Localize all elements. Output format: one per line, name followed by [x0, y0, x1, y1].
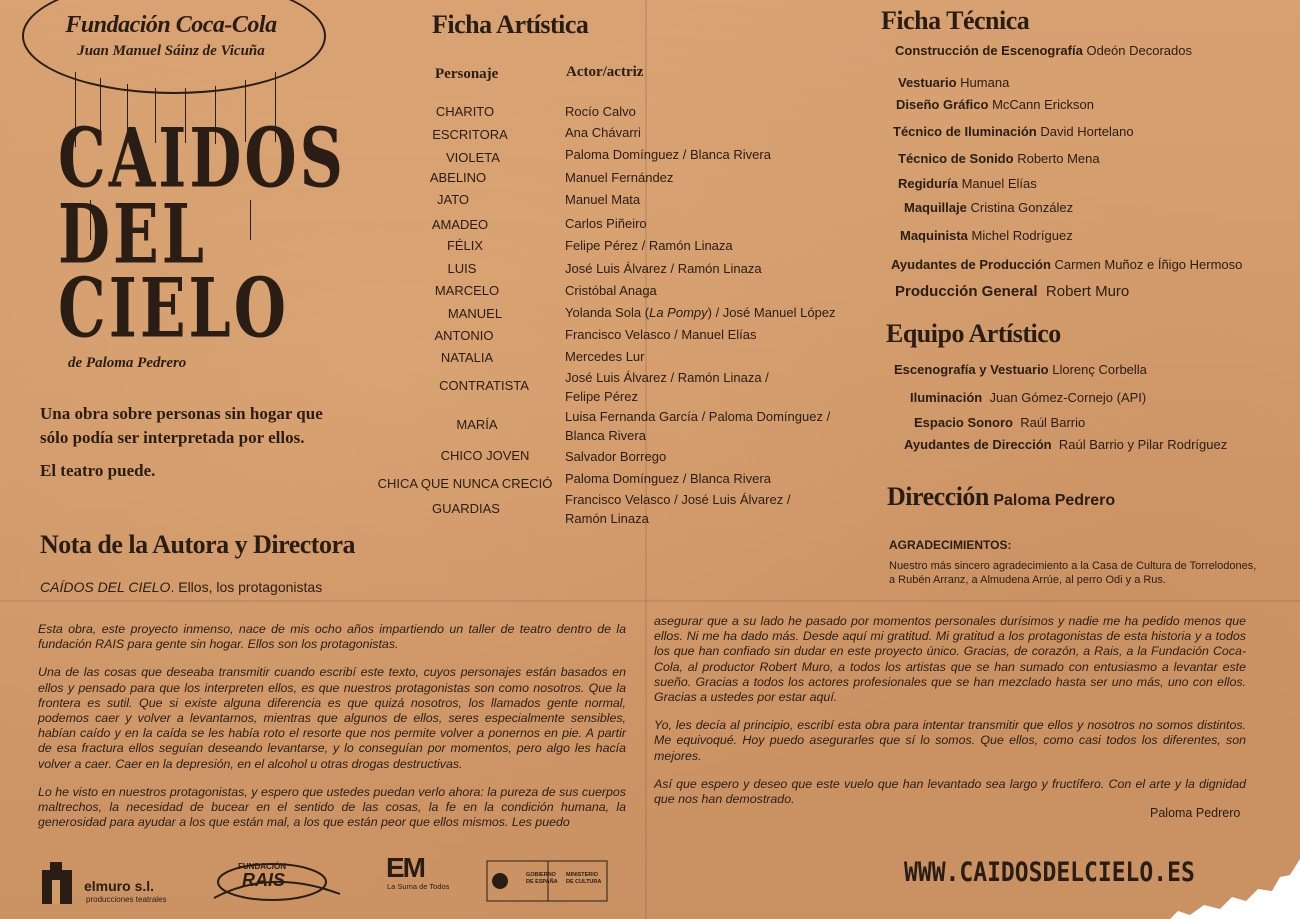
gobierno-text: GOBIERNO DE ESPAÑA	[526, 872, 558, 885]
tech-value: McCann Erickson	[992, 97, 1094, 112]
equipo-artistico-heading: Equipo Artístico	[886, 319, 1061, 348]
equipo-label: Escenografía y Vestuario	[894, 362, 1049, 377]
tech-label: Ayudantes de Producción	[891, 257, 1051, 272]
foundation-name: Fundación Coca-Cola	[65, 12, 277, 38]
nota-paragraph: Esta obra, este proyecto inmenso, nace de mis ocho años impartiendo un taller de teatro dentro de la fundación RAIS para gente sin hogar. Ellos son los protagonistas.	[38, 622, 626, 652]
tech-value: David Hortelano	[1040, 124, 1134, 139]
tech-row	[898, 151, 1100, 166]
direccion-heading: Dirección	[887, 482, 989, 511]
nota-left-column	[38, 622, 626, 843]
equipo-row	[914, 415, 1085, 430]
tech-value: Carmen Muñoz e Íñigo Hermoso	[1054, 257, 1243, 272]
cast-actor: Paloma Domínguez / Blanca Rivera	[565, 147, 771, 162]
foundation-person: Juan Manuel Sáinz de Vicuña	[77, 43, 265, 59]
nota-subtitle-title: CAÍDOS DEL CIELO	[40, 579, 171, 595]
play-slogan: El teatro puede.	[40, 461, 156, 480]
equipo-value: Llorenç Corbella	[1052, 362, 1147, 377]
rais-name: RAIS	[242, 870, 286, 890]
cast-role: FÉLIX	[446, 238, 484, 253]
cast-role: AMADEO	[431, 217, 489, 232]
play-byline: de Paloma Pedrero	[68, 355, 187, 371]
em-logo: EM	[386, 852, 424, 883]
cast-actor: Carlos Piñeiro	[565, 216, 647, 231]
tech-label: Vestuario	[898, 75, 957, 90]
ficha-tecnica-heading: Ficha Técnica	[881, 6, 1030, 35]
direccion-name: Paloma Pedrero	[993, 492, 1116, 509]
nota-paragraph: Una de las cosas que deseaba transmitir cuando escribí este texto, cuyos personajes están basados en ellos y pensado para que los interpreten ellos, es que nuestros protagonistas son como nosotros. Que la frontera es sutil. Que si existe alguna diferencia es que quizá nosotros, los llamados gente normal, podemos caer y volver a levantarnos, mientras que algunos de ellos, seres especialmente sensibles, habían caído y en la caída se les había roto el resorte que nos permite volver a ponernos en pie. A partir de esa fractura ellos seguían deseando levantarse, y lo conseguían por momentos, pero algo les hacía volver a caer. Caer en la depresión, en el alcohol u otras drogas destructivas.	[38, 665, 626, 771]
cast-role: CHARITO	[435, 104, 495, 119]
tech-label: Técnico de Iluminación	[893, 124, 1037, 139]
cast-actor: Francisco Velasco / José Luis Álvarez / Ramón Linaza	[565, 492, 791, 526]
nota-paragraph: Así que espero y deseo que este vuelo que han levantado sea largo y fructífero. Con el arte y la dignidad que nos han demostrado.	[654, 776, 1246, 807]
elmuro-logo-icon	[38, 860, 80, 906]
tech-value: Humana	[960, 75, 1010, 90]
tech-label: Diseño Gráfico	[896, 97, 989, 112]
rais-top: FUNDACIÓN	[238, 862, 286, 871]
cast-role: VIOLETA	[446, 150, 500, 165]
cast-role: GUARDIAS	[432, 501, 500, 516]
ministerio-text: MINISTERIO DE CULTURA	[566, 872, 602, 885]
cast-role: ESCRITORA	[432, 127, 508, 142]
actor-part-b: ) / José Manuel López	[707, 305, 836, 320]
actor-part-a: Yolanda Sola (	[565, 305, 650, 320]
play-title-line-3: CIELO	[58, 262, 290, 357]
play-tagline: Una obra sobre personas sin hogar que sólo podía ser interpretada por ellos.	[40, 404, 323, 447]
cast-actor: José Luis Álvarez / Ramón Linaza / Felipe Pérez	[565, 370, 769, 404]
actor-part-italic: La Pompy	[649, 305, 708, 320]
nota-signature: Paloma Pedrero	[1150, 806, 1241, 820]
nota-paragraph: asegurar que a su lado he pasado por momentos personales durísimos y nadie me ha pedido menos que ellos. Ni me ha dado más. Desde aquí mi gratitud. Mi gratitud a los protagonistas de esta historia y a todos los que han confiado sin dudar en este proyecto único. Gracias, de corazón, a Rais, a la Fundación Coca-Cola, al productor Robert Muro, a todos los artistas que se han sumado con entusiasmo a levantar este sueño. Gracias a todos los actores profesionales que se han mezclado hasta ser uno más, uno con ellos. Gracias a ustedes por estar aquí.	[654, 614, 1246, 705]
cast-actor: Manuel Fernández	[565, 170, 674, 185]
elmuro-name: elmuro s.l.	[84, 878, 155, 894]
elmuro-subtitle: producciones teatrales	[86, 895, 167, 904]
agradecimientos-heading: AGRADECIMIENTOS:	[889, 538, 1012, 552]
tech-label: Maquinista	[900, 228, 968, 243]
cast-actor-manuel	[565, 303, 855, 322]
cast-role: ABELINO	[429, 170, 487, 185]
cast-actor: Salvador Borrego	[565, 449, 667, 464]
equipo-row	[894, 362, 1147, 377]
nota-right-column	[654, 614, 1246, 820]
cast-actor: Francisco Velasco / Manuel Elías	[565, 327, 757, 342]
tech-row	[891, 257, 1242, 272]
equipo-label: Ayudantes de Dirección	[904, 437, 1052, 452]
tech-label: Construcción de Escenografía	[895, 43, 1083, 58]
equipo-value: Juan Gómez-Cornejo (API)	[989, 390, 1147, 405]
play-title-line-2: DEL	[58, 188, 207, 283]
nota-subtitle	[40, 579, 322, 595]
cast-role: LUIS	[447, 261, 477, 276]
tech-value: Roberto Mena	[1017, 151, 1100, 166]
nota-subtitle-rest: . Ellos, los protagonistas	[170, 579, 323, 595]
col-head-actor: Actor/actriz	[566, 64, 644, 80]
cast-role: MARÍA	[456, 417, 498, 432]
equipo-value: Raúl Barrio y Pilar Rodríguez	[1058, 437, 1228, 452]
tech-row	[896, 97, 1094, 112]
tech-row	[898, 176, 1037, 191]
cast-actor: Paloma Domínguez / Blanca Rivera	[565, 471, 771, 486]
tech-value: Michel Rodríguez	[971, 228, 1073, 243]
cast-actor: Rocío Calvo	[565, 104, 636, 119]
equipo-value: Raúl Barrio	[1020, 415, 1086, 430]
tech-row	[904, 200, 1073, 215]
cast-role: CHICA QUE NUNCA CRECIÓ	[377, 476, 553, 491]
cast-actor: Luisa Fernanda García / Paloma Domínguez / Blanca Rivera	[565, 409, 831, 443]
cast-actor: Manuel Mata	[565, 192, 641, 207]
nota-heading: Nota de la Autora y Directora	[40, 530, 356, 559]
cast-actor: Mercedes Lur	[565, 349, 645, 364]
cast-role: MARCELO	[434, 283, 500, 298]
tech-label: Técnico de Sonido	[898, 151, 1014, 166]
cast-role: ANTONIO	[434, 328, 494, 343]
tech-row	[895, 43, 1192, 58]
cast-role: NATALIA	[440, 350, 494, 365]
agradecimientos-text: Nuestro más sincero agradecimiento a la Casa de Cultura de Torrelodones, a Rubén Arranz, a Almudena Arrúe, al perro Odi y a Rus.	[889, 560, 1257, 586]
play-title-line-1: CAIDOS	[58, 112, 346, 207]
tech-label: Maquillaje	[904, 200, 967, 215]
equipo-label: Espacio Sonoro	[914, 415, 1013, 430]
col-head-role: Personaje	[435, 66, 499, 82]
tech-row	[898, 75, 1009, 90]
cast-actor: Felipe Pérez / Ramón Linaza	[565, 238, 733, 253]
nota-paragraph: Lo he visto en nuestros protagonistas, y espero que ustedes puedan verlo ahora: la pureza de sus cuerpos maltrechos, la necesidad de bucear en el sentido de las cosas, la fe en la condición humana, la generosidad para ayudar a los que están mal, a los que están peor que ellos mismos. Les puedo	[38, 784, 626, 830]
cast-actor: Cristóbal Anaga	[565, 283, 657, 298]
cast-actor: Ana Chávarri	[565, 125, 641, 140]
cast-role: MANUEL	[447, 306, 503, 321]
tech-label: Regiduría	[898, 176, 958, 191]
torn-corner-decoration	[1160, 859, 1300, 919]
tech-value: Cristina González	[970, 200, 1074, 215]
website-url[interactable]: WWW.CAIDOSDELCIELO.ES	[904, 858, 1195, 888]
tech-row	[893, 124, 1134, 139]
tech-value: Manuel Elías	[961, 176, 1037, 191]
equipo-row	[910, 390, 1146, 405]
tech-value: Robert Muro	[1045, 283, 1130, 300]
cast-role: CHICO JOVEN	[440, 448, 530, 463]
tech-value: Odeón Decorados	[1086, 43, 1192, 58]
tech-label: Producción General	[895, 283, 1038, 300]
direccion-block	[887, 482, 1115, 512]
cast-role: CONTRATISTA	[439, 378, 529, 393]
nota-paragraph: Yo, les decía al principio, escribí esta obra para intentar transmitir que ellos y nosotros no somos distintos. Me equivoqué. Hoy puedo asegurarles que sí lo somos. Que ellos, como casi todos los diferentes, son mejores.	[654, 718, 1246, 763]
cast-actor: José Luis Álvarez / Ramón Linaza	[565, 261, 762, 276]
equipo-label: Iluminación	[910, 390, 983, 405]
paper-fold-horizontal	[0, 600, 1300, 602]
tech-row	[900, 228, 1073, 243]
tech-row	[895, 283, 1129, 300]
equipo-row	[904, 437, 1227, 452]
cast-role: JATO	[436, 192, 470, 207]
em-subtitle: La Suma de Todos	[387, 882, 450, 891]
ficha-artistica-heading: Ficha Artística	[432, 10, 589, 39]
